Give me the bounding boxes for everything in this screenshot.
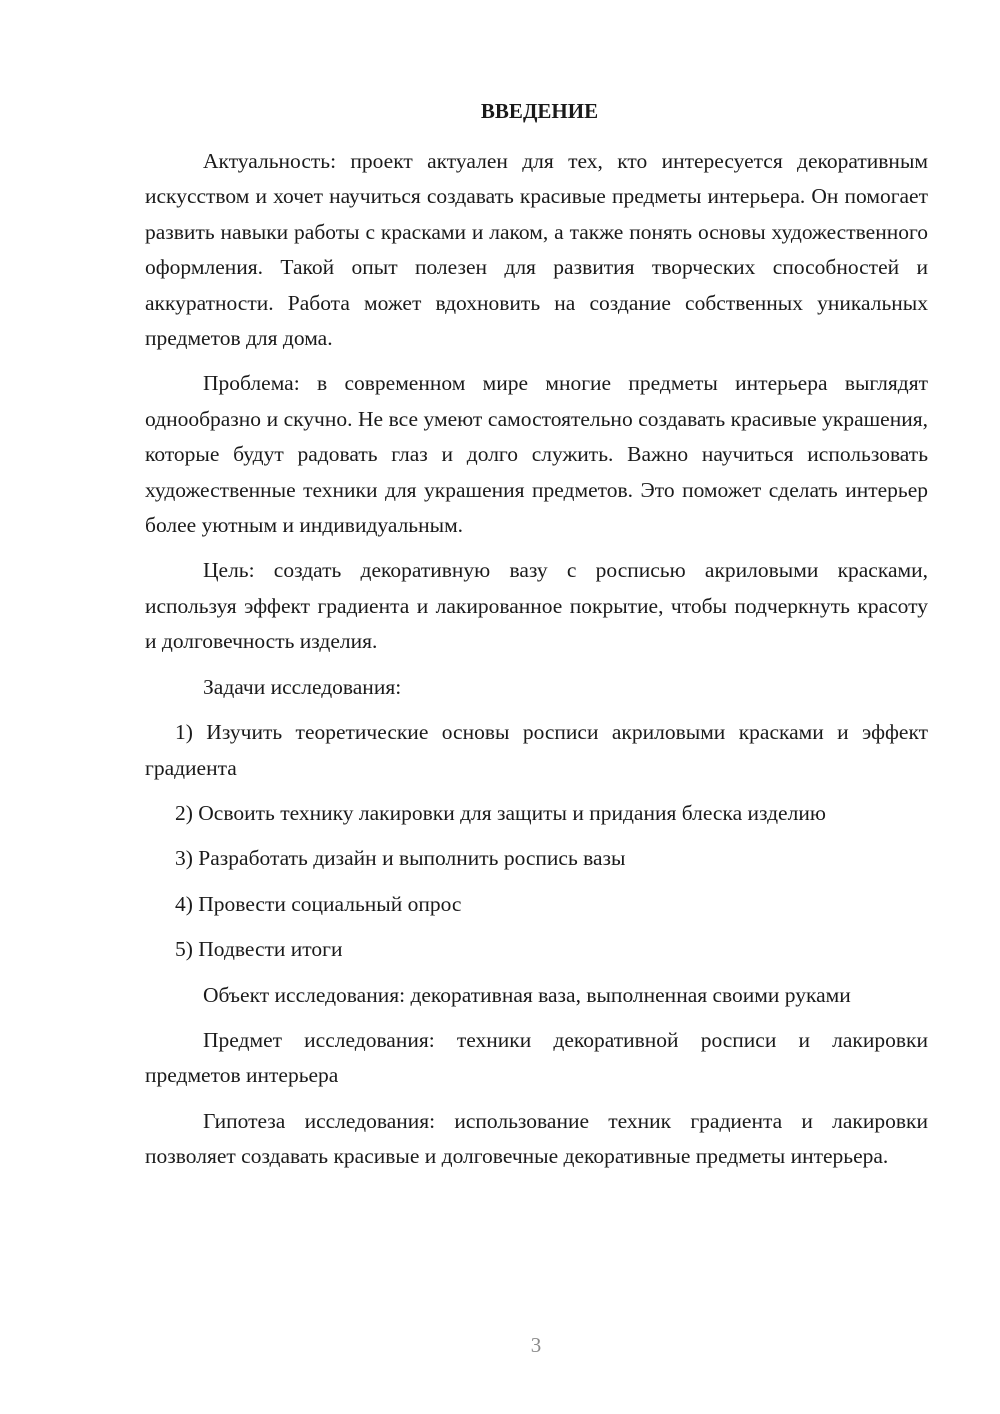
paragraph-hypothesis: Гипотеза исследования: использование техник градиента и лакировки позволяет создавать красивые и долговечные декоративные предметы интерьера. [145, 1108, 928, 1169]
page-title: ВВЕДЕНИЕ [480, 99, 599, 123]
task-item-3: 3) Разработать дизайн и выполнить роспись вазы [175, 846, 626, 871]
task-item-2: 2) Освоить технику лакировки для защиты и придания блеска изделию [175, 800, 826, 825]
paragraph-problem: Проблема: в современном мире многие предметы интерьера выглядят однообразно и скучно. Не все умеют самостоятельно создавать красивые украшения, которые будут радовать глаз и долго служить. Важно научиться использовать художественные техники для украшения предметов. Это поможет сделать интерьер более уютным и индивидуальным. [145, 371, 928, 538]
task-item-5: 5) Подвести итоги [175, 937, 343, 962]
tasks-title: Задачи исследования: [203, 674, 402, 699]
task-item-1: 1) Изучить теоретические основы росписи акриловыми красками и эффект градиента [145, 720, 928, 780]
page-number: 3 [530, 1333, 542, 1357]
task-item-4: 4) Провести социальный опрос [175, 891, 462, 916]
paragraph-object: Объект исследования: декоративная ваза, выполненная своими руками [203, 982, 851, 1007]
paragraph-subject: Предмет исследования: техники декоративной росписи и лакировки предметов интерьера [145, 1027, 928, 1088]
paragraph-goal: Цель: создать декоративную вазу с росписью акриловыми красками, используя эффект градиента и лакированное покрытие, чтобы подчеркнуть красоту и долговечность изделия. [145, 558, 928, 654]
document-page [145, 96, 928, 1185]
paragraph-relevance: Актуальность: проект актуален для тех, кто интересуется декоративным искусством и хочет научиться создавать красивые предметы интерьера. Он помогает развить навыки работы с красками и лаком, а также понять основы художественного оформления. Такой опыт полезен для развития творческих способностей и аккуратности. Работа может вдохновить на создание собственных уникальных предметов для дома. [145, 149, 928, 351]
